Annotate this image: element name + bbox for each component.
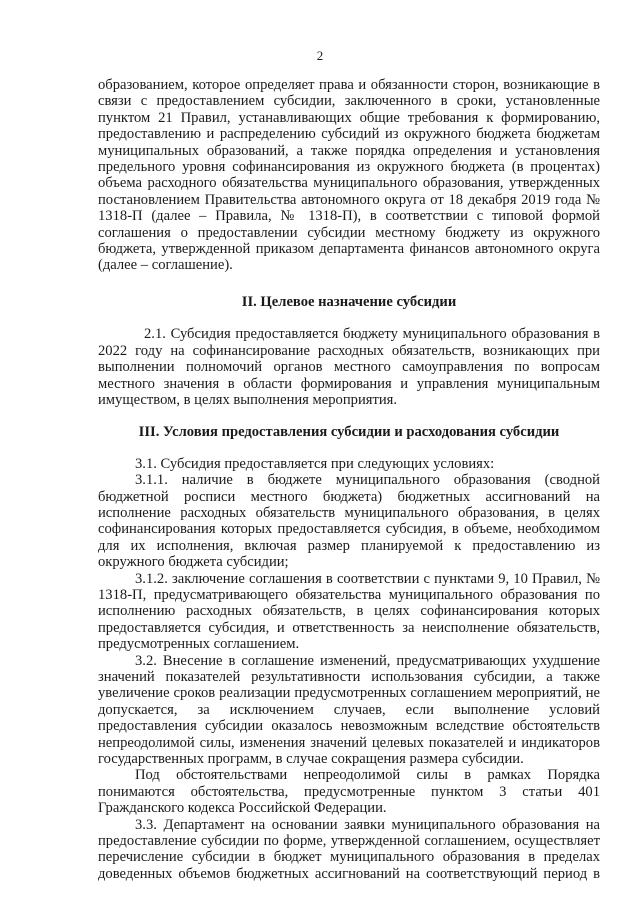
section-3-heading: III. Условия предоставления субсидии и расходования субсидии [138, 424, 560, 441]
page-number: 2 [316, 48, 324, 63]
paragraph-3-3: 3.3. Департамент на основании заявки муниципального образования на предоставление субсидии по форме, утвержденной соглашением, осуществляет перечисление субсидии в бюджет муниципального образования в пределах доведенных объемов бюджетных ассигнований на соответствующий период в [98, 816, 600, 882]
paragraph-3-1-1: 3.1.1. наличие в бюджете муниципального образования (сводной бюджетной росписи местного бюджета) бюджетных ассигнований на исполнение расходных обязательств муниципального образования, в целях софинансирования которых предоставляется субсидия, в объеме, необходимом для их исполнения, включая размер планируемой к предоставлению из окружного бюджета субсидии; [98, 472, 600, 571]
paragraph-3-2: 3.2. Внесение в соглашение изменений, предусматривающих ухудшение значений показателей результативности использования субсидии, а также увеличение сроков реализации предусмотренных соглашением мероприятий, не допускается, за исключением случаев, если выполнение условий предоставления субсидии оказалось невозможным вследствие обстоятельств непреодолимой силы, изменения значений целевых показателей и индикаторов государственных программ, в случае сокращения размера субсидии. [98, 652, 600, 768]
paragraph-3-1-2: 3.1.2. заключение соглашения в соответствии с пунктами 9, 10 Правил, № 1318-П, предусматривающего обязательства муниципального образования по исполнению расходных обязательств, в целях софинансирования которых предоставляется субсидия, и ответственность за неисполнение обязательств, предусмотренных соглашением. [98, 570, 600, 653]
section-2-heading: II. Целевое назначение субсидии [241, 293, 457, 310]
paragraph-force-majeure: Под обстоятельствами непреодолимой силы в рамках Порядка понимаются обстоятельства, предусмотренные пунктом 3 статьи 401 Гражданского кодекса Российской Федерации. [98, 767, 600, 817]
paragraph-3-1: 3.1. Субсидия предоставляется при следующих условиях: [135, 455, 495, 472]
paragraph-2-1: 2.1. Субсидия предоставляется бюджету муниципального образования в 2022 году на софинансирование расходных обязательств, возникающих при выполнении полномочий органов местного самоуправления по вопросам местного значения в области формирования и управления муниципальным имуществом, в целях выполнения мероприятия. [98, 326, 600, 408]
intro-paragraph: образованием, которое определяет права и обязанности сторон, возникающие в связи с предоставлением субсидии, заключенного в сроки, установленные пунктом 21 Правил, устанавливающих общие требования к формированию, предоставлению и распределению субсидий из окружного бюджета бюджетам муниципальных образований, а также порядка определения и установления предельного уровня софинансирования из окружного бюджета (в процентах) объема расходного обязательства муниципального образования, утвержденных постановлением Правительства автономного округа от 18 декабря 2019 года № 1318-П (далее – Правила, № 1318-П), в соответствии с типовой формой соглашения о предоставлении субсидии местному бюджету из окружного бюджета, утвержденной приказом департамента финансов автономного округа (далее – соглашение). [98, 77, 600, 274]
document-body [98, 77, 600, 882]
